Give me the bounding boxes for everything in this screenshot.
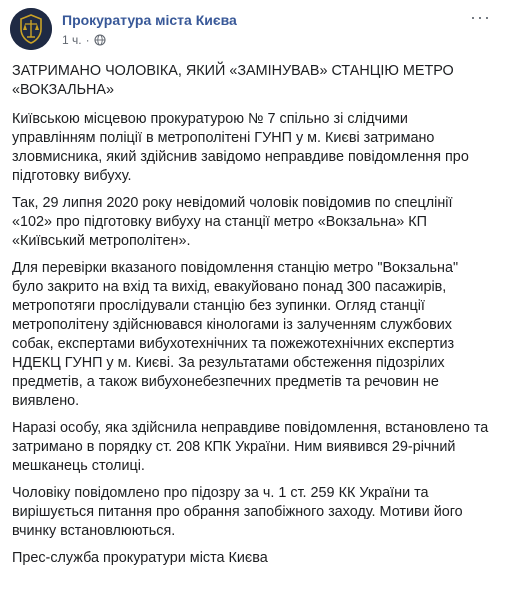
post-meta [62,33,106,47]
post-paragraph-4: Наразі особу, яка здійснила неправдиве повідомлення, встановлено та затримано в порядку ст. 208 КПК України. Ним виявився 29-річний мешканець столиці. [12,420,489,474]
more-dots-icon[interactable]: ··· [470,7,491,27]
post-body [12,62,493,576]
post-signature: Прес-служба прокуратури міста Києва [12,550,268,566]
post-title: ЗАТРИМАНО ЧОЛОВІКА, ЯКИЙ «ЗАМІНУВАВ» СТАНЦІЮ МЕТРО «ВОКЗАЛЬНА» [12,63,454,98]
prosecutor-emblem-icon [10,8,52,50]
post-timestamp[interactable]: 1 ч. [62,33,82,47]
page-avatar[interactable] [10,8,52,50]
page-name-link[interactable]: Прокуратура міста Києва [62,12,237,28]
post-paragraph-5: Чоловіку повідомлено про підозру за ч. 1 ст. 259 КК України та вирішується питання про обрання запобіжного заходу. Мотиви його вчинку встановлюються. [12,485,463,539]
post-paragraph-1: Київською місцевою прокуратурою № 7 спільно зі слідчими управлінням поліції в метрополітені ГУНП у м. Києві затримано зловмисника, який здійснив завідомо неправдиве повідомлення про підготовку вибуху. [12,111,469,184]
meta-separator: · [85,33,90,47]
post-paragraph-2: Так, 29 липня 2020 року невідомий чоловік повідомив по спецлінії «102» про підготовку вибуху на станції метро «Вокзальна» КП «Київський метрополітен». [12,195,453,249]
post-paragraph-3: Для перевірки вказаного повідомлення станцію метро "Вокзальна" було закрито на вхід та вихід, евакуйовано понад 300 пасажирів, метропотяги прослідували станцію без зупинки. Огляд станції метрополітену здійснювався кінологами із залученням службових собак, експертами вибухотехнічних та пожежотехнічних експертиз НДЕКЦ ГУНП у м. Києві. За результатами обстеження підозрілих предметів, а також вибухонебезпечних предметів та речовин не виявлено. [12,260,459,409]
post-header [10,8,495,52]
globe-icon[interactable] [94,34,106,46]
